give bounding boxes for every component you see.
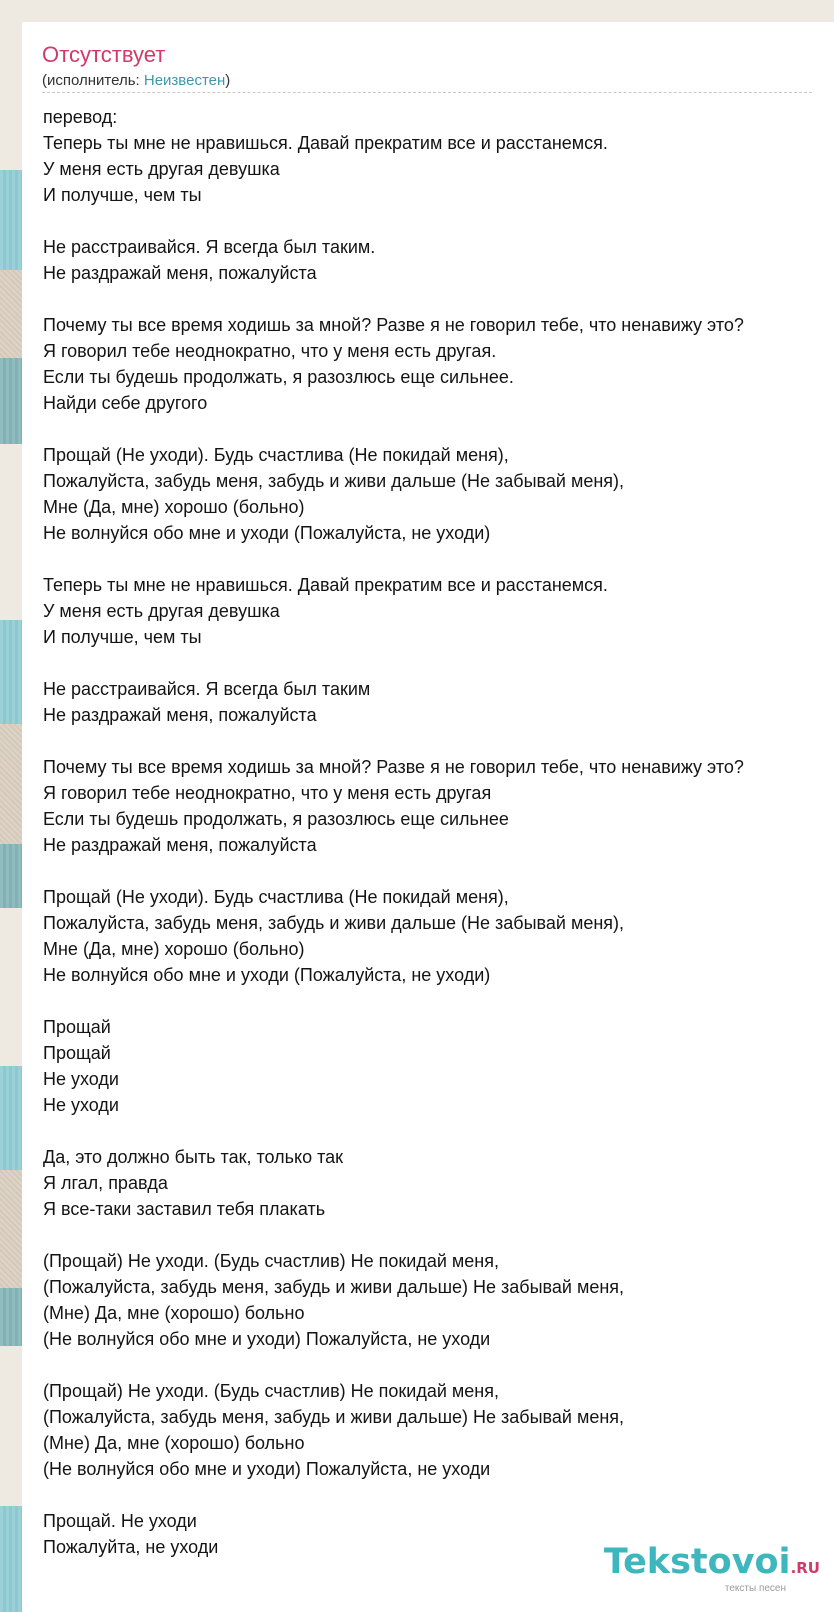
- logo-wordmark: [603, 1542, 820, 1585]
- artist-link[interactable]: Неизвестен: [143, 72, 226, 89]
- lyrics-line: Не расстраивайся. Я всегда был таким: [43, 679, 371, 699]
- lyrics-line: Теперь ты мне не нравишься. Давай прекратим все и расстанемся.: [43, 133, 608, 153]
- artist-suffix: ): [225, 72, 231, 89]
- title-divider: [42, 92, 812, 93]
- lyrics-line: Прощай (Не уходи). Будь счастлива (Не покидай меня),: [43, 887, 509, 907]
- lyrics-line: Пожалуйста, забудь меня, забудь и живи дальше (Не забывай меня),: [43, 471, 625, 491]
- lyrics-line: Не раздражай меня, пожалуйста: [43, 705, 317, 725]
- lyrics-line: (Прощай) Не уходи. (Будь счастлив) Не покидай меня,: [43, 1251, 499, 1271]
- artist-prefix: (исполнитель:: [42, 72, 144, 89]
- artist-line: [42, 72, 230, 89]
- lyrics-line: (Прощай) Не уходи. (Будь счастлив) Не покидай меня,: [43, 1381, 499, 1401]
- lyrics-line: (Не волнуйся обо мне и уходи) Пожалуйста, не уходи: [43, 1459, 491, 1479]
- lyrics-line: Если ты будешь продолжать, я разозлюсь еще сильнее.: [43, 367, 514, 387]
- lyrics-line: Пожалуйта, не уходи: [43, 1537, 219, 1557]
- song-title: Отсутствует: [42, 42, 166, 67]
- lyrics-line: Теперь ты мне не нравишься. Давай прекратим все и расстанемся.: [43, 575, 608, 595]
- lyrics-line: Не расстраивайся. Я всегда был таким.: [43, 237, 376, 257]
- logo-tld: .RU: [790, 1559, 820, 1577]
- lyrics-line: Я говорил тебе неоднократно, что у меня есть другая.: [43, 341, 497, 361]
- lyrics-line: (Пожалуйста, забудь меня, забудь и живи дальше) Не забывай меня,: [43, 1277, 625, 1297]
- lyrics-line: Найди себе другого: [43, 393, 208, 413]
- lyrics-line: (Мне) Да, мне (хорошо) больно: [43, 1433, 305, 1453]
- lyrics-line: Почему ты все время ходишь за мной? Разве я не говорил тебе, что ненавижу это?: [43, 315, 744, 335]
- lyrics-line: Не уходи: [43, 1095, 119, 1115]
- lyrics-line: Не волнуйся обо мне и уходи (Пожалуйста, не уходи): [43, 523, 491, 543]
- lyrics-line: Прощай. Не уходи: [43, 1511, 197, 1531]
- lyrics-line: У меня есть другая девушка: [43, 159, 280, 179]
- lyrics-line: И получше, чем ты: [43, 185, 202, 205]
- site-logo[interactable]: [603, 1542, 820, 1594]
- logo-brand: Tekstovoi: [603, 1542, 791, 1582]
- lyrics-line: И получше, чем ты: [43, 627, 202, 647]
- lyrics-line: (Пожалуйста, забудь меня, забудь и живи дальше) Не забывай меня,: [43, 1407, 625, 1427]
- lyrics-line: Да, это должно быть так, только так: [43, 1147, 344, 1167]
- lyrics-line: Не раздражай меня, пожалуйста: [43, 263, 317, 283]
- lyrics-card: [22, 22, 834, 1612]
- lyrics-line: Не уходи: [43, 1069, 119, 1089]
- logo-tagline: тексты песен: [724, 1583, 786, 1594]
- lyrics-line: перевод:: [43, 107, 118, 127]
- lyrics-line: Пожалуйста, забудь меня, забудь и живи дальше (Не забывай меня),: [43, 913, 625, 933]
- lyrics-line: Прощай: [43, 1043, 111, 1063]
- lyrics-line: (Мне) Да, мне (хорошо) больно: [43, 1303, 305, 1323]
- lyrics-line: Прощай: [43, 1017, 111, 1037]
- lyrics-line: Я говорил тебе неоднократно, что у меня есть другая: [43, 783, 492, 803]
- lyrics-line: (Не волнуйся обо мне и уходи) Пожалуйста, не уходи: [43, 1329, 491, 1349]
- lyrics-line: Не раздражай меня, пожалуйста: [43, 835, 317, 855]
- lyrics-line: Прощай (Не уходи). Будь счастлива (Не покидай меня),: [43, 445, 509, 465]
- lyrics-line: Мне (Да, мне) хорошо (больно): [43, 939, 305, 959]
- lyrics-text: [43, 104, 834, 1560]
- lyrics-line: У меня есть другая девушка: [43, 601, 280, 621]
- lyrics-line: Я все-таки заставил тебя плакать: [43, 1199, 326, 1219]
- lyrics-line: Почему ты все время ходишь за мной? Разве я не говорил тебе, что ненавижу это?: [43, 757, 744, 777]
- lyrics-line: Не волнуйся обо мне и уходи (Пожалуйста, не уходи): [43, 965, 491, 985]
- lyrics-line: Если ты будешь продолжать, я разозлюсь еще сильнее: [43, 809, 509, 829]
- lyrics-line: Я лгал, правда: [43, 1173, 168, 1193]
- lyrics-line: Мне (Да, мне) хорошо (больно): [43, 497, 305, 517]
